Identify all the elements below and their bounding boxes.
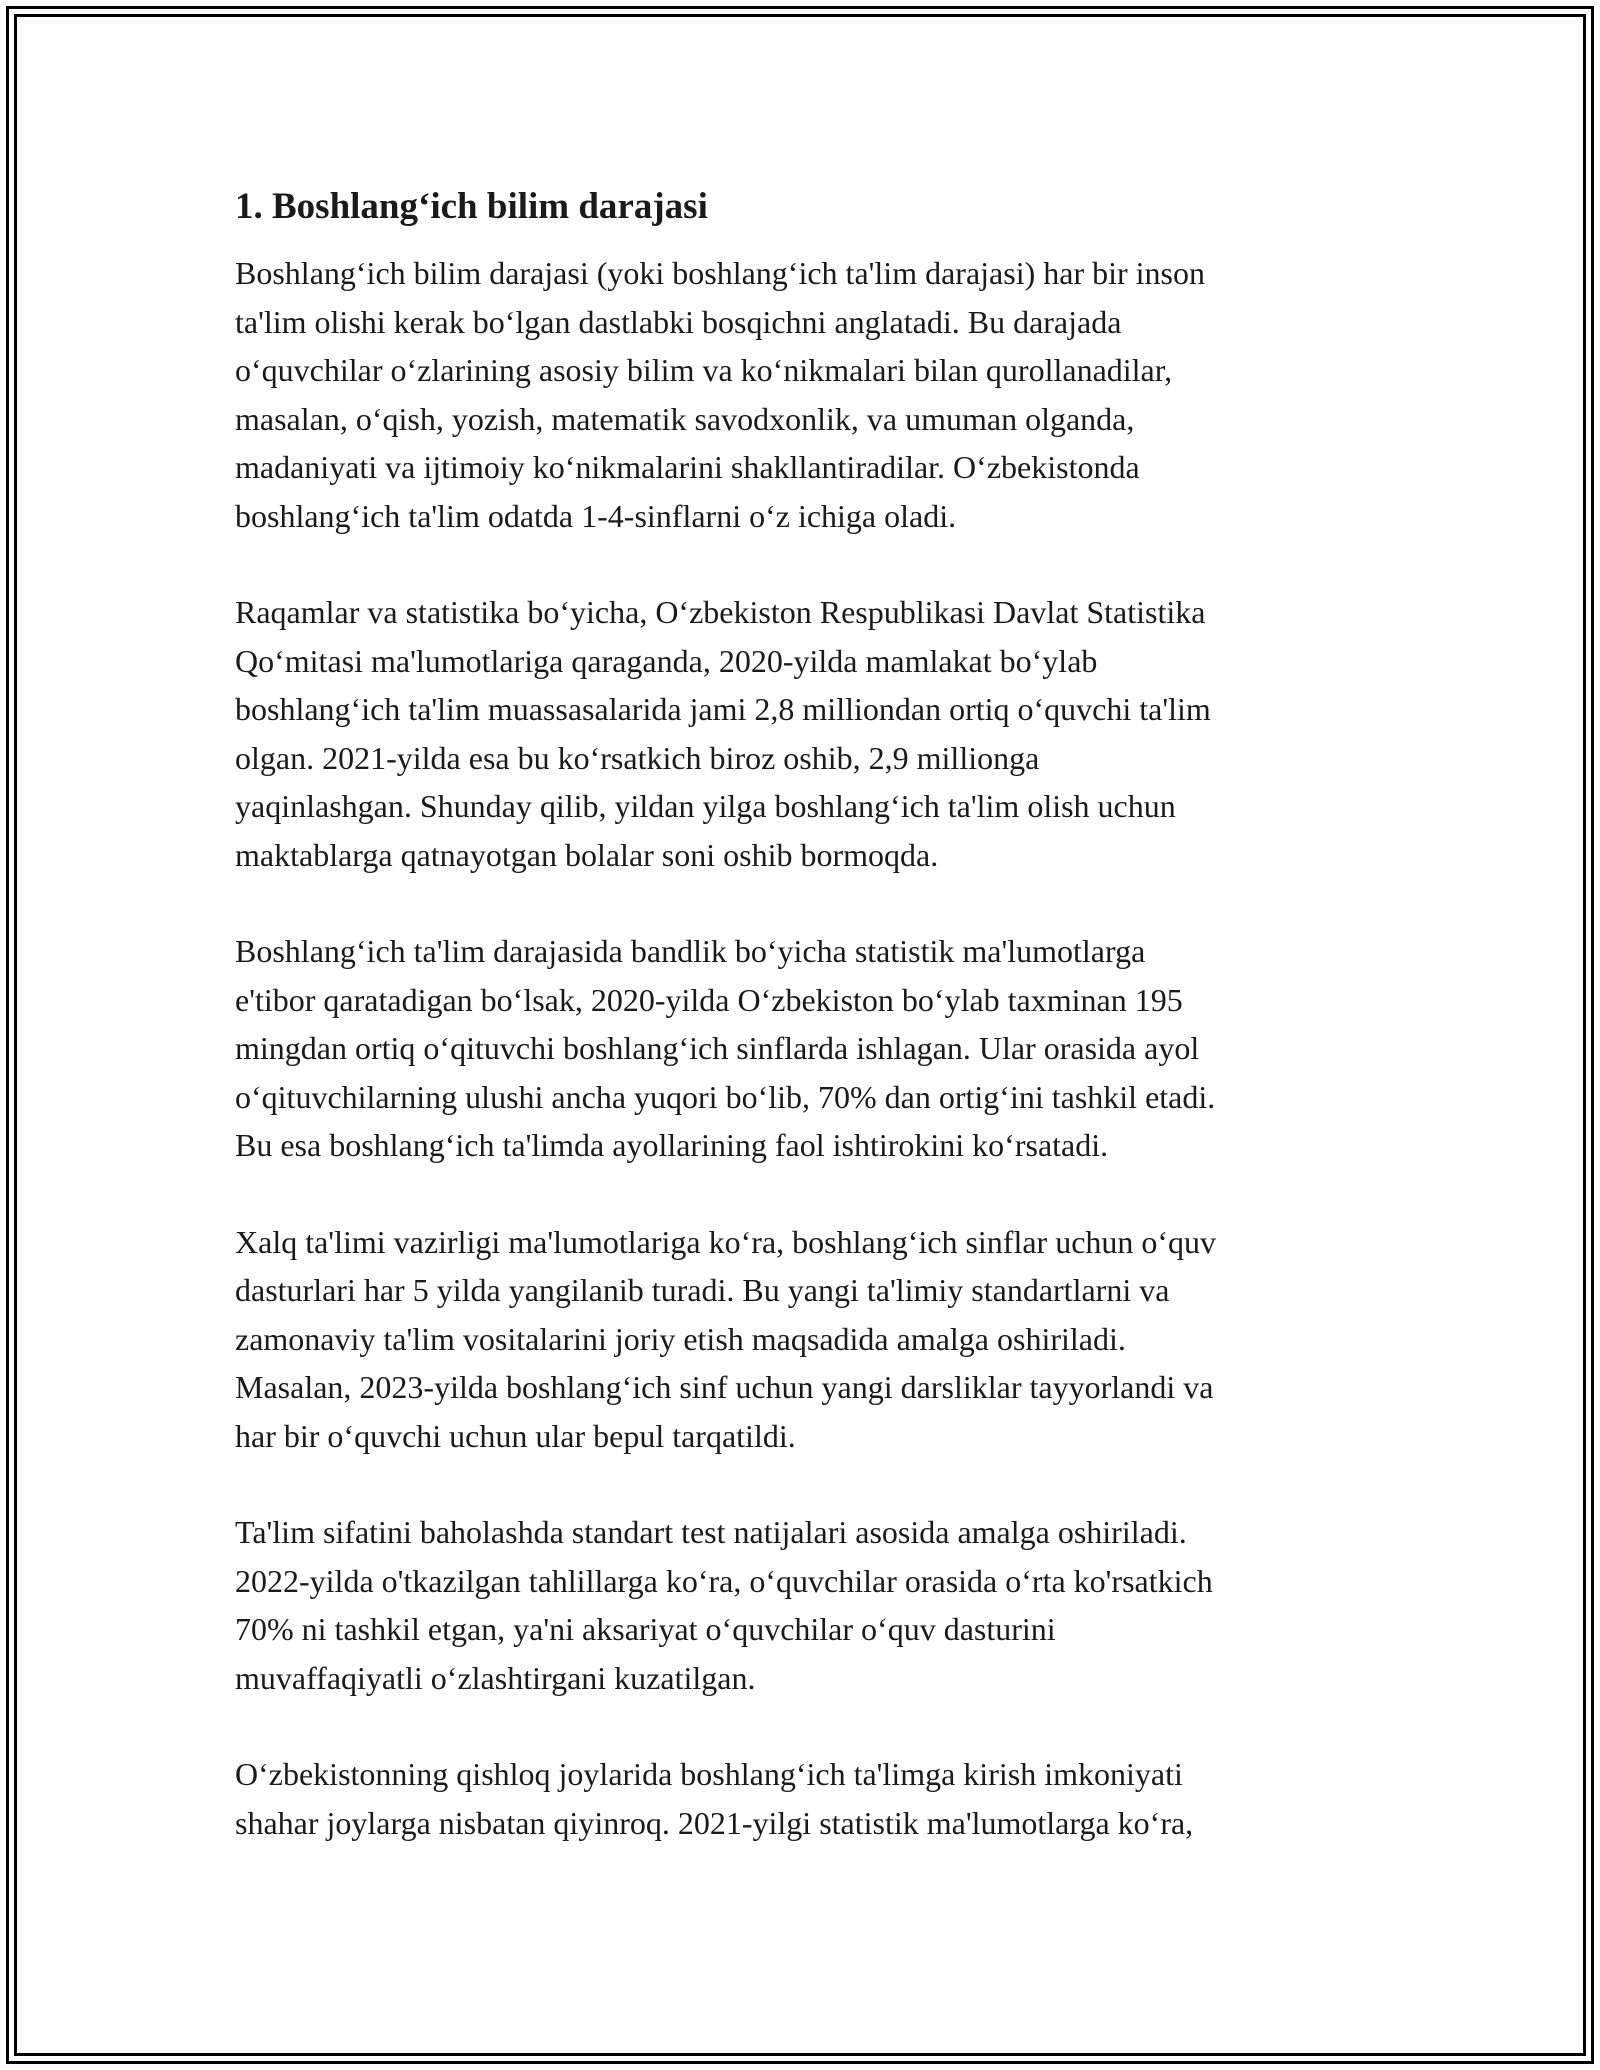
paragraph-rural-access: O‘zbekistonning qishloq joylarida boshlang‘ich ta'limga kirish imkoniyati shahar joylarga nisbatan qiyinroq. 2021-yilgi statistik ma'lumotlarga ko‘ra, [235,1756,1194,1841]
paragraph-quality-assessment: Ta'lim sifatini baholashda standart test natijalari asosida amalga oshiriladi. 2022-yilda o'tkazilgan tahlillarga ko‘ra, o‘quvchilar orasida o‘rta ko'rsatkich 70% ni tashkil etgan, ya'ni aksariyat o‘quvchilar o‘quv dasturini muvaffaqiyatli o‘zlashtirgani kuzatilgan. [235,1514,1213,1696]
paragraph-intro: Boshlang‘ich bilim darajasi (yoki boshlang‘ich ta'lim darajasi) har bir inson ta'lim olishi kerak bo‘lgan dastlabki bosqichni anglatadi. Bu darajada o‘quvchilar o‘zlarining asosiy bilim va ko‘nikmalari bilan qurollanadilar, masalan, o‘qish, yozish, matematik savodxonlik, va umuman olganda, madaniyati va ijtimoiy ko‘nikmalarini shakllantiradilar. O‘zbekistonda boshlang‘ich ta'lim odatda 1-4-sinflarni o‘z ichiga oladi. [235,255,1205,534]
paragraph-teacher-employment: Boshlang‘ich ta'lim darajasida bandlik bo‘yicha statistik ma'lumotlarga e'tibor qaratadigan bo‘lsak, 2020-yilda O‘zbekiston bo‘ylab taxminan 195 mingdan ortiq o‘qituvchi boshlang‘ich sinflarda ishlagan. Ular orasida ayol o‘qituvchilarning ulushi ancha yuqori bo‘lib, 70% dan ortig‘ini tashkil etadi. Bu esa boshlang‘ich ta'limda ayollarining faol ishtirokini ko‘rsatadi. [235,933,1216,1164]
paragraph-curriculum-updates: Xalq ta'limi vazirligi ma'lumotlariga ko‘ra, boshlang‘ich sinflar uchun o‘quv dasturlari har 5 yilda yangilanib turadi. Bu yangi ta'limiy standartlarni va zamonaviy ta'lim vositalarini joriy etish maqsadida amalga oshiriladi. Masalan, 2023-yilda boshlang‘ich sinf uchun yangi darsliklar tayyorlandi va har bir o‘quvchi uchun ular bepul tarqatildi. [235,1223,1217,1454]
paragraph-enrollment-statistics: Raqamlar va statistika bo‘yicha, O‘zbekiston Respublikasi Davlat Statistika Qo‘mitasi ma'lumotlariga qaraganda, 2020-yilda mamlakat bo‘ylab boshlang‘ich ta'lim muassasalarida jami 2,8 milliondan ortiq o‘quvchi ta'lim olgan. 2021-yilda esa bu ko‘rsatkich biroz oshib, 2,9 millionga yaqinlashgan. Shunday qilib, yildan yilga boshlang‘ich ta'lim olish uchun maktablarga qatnayotgan bolalar soni oshib bormoqda. [235,594,1211,873]
document-body [235,185,1370,1895]
section-heading: 1. Boshlang‘ich bilim darajasi [235,186,708,227]
